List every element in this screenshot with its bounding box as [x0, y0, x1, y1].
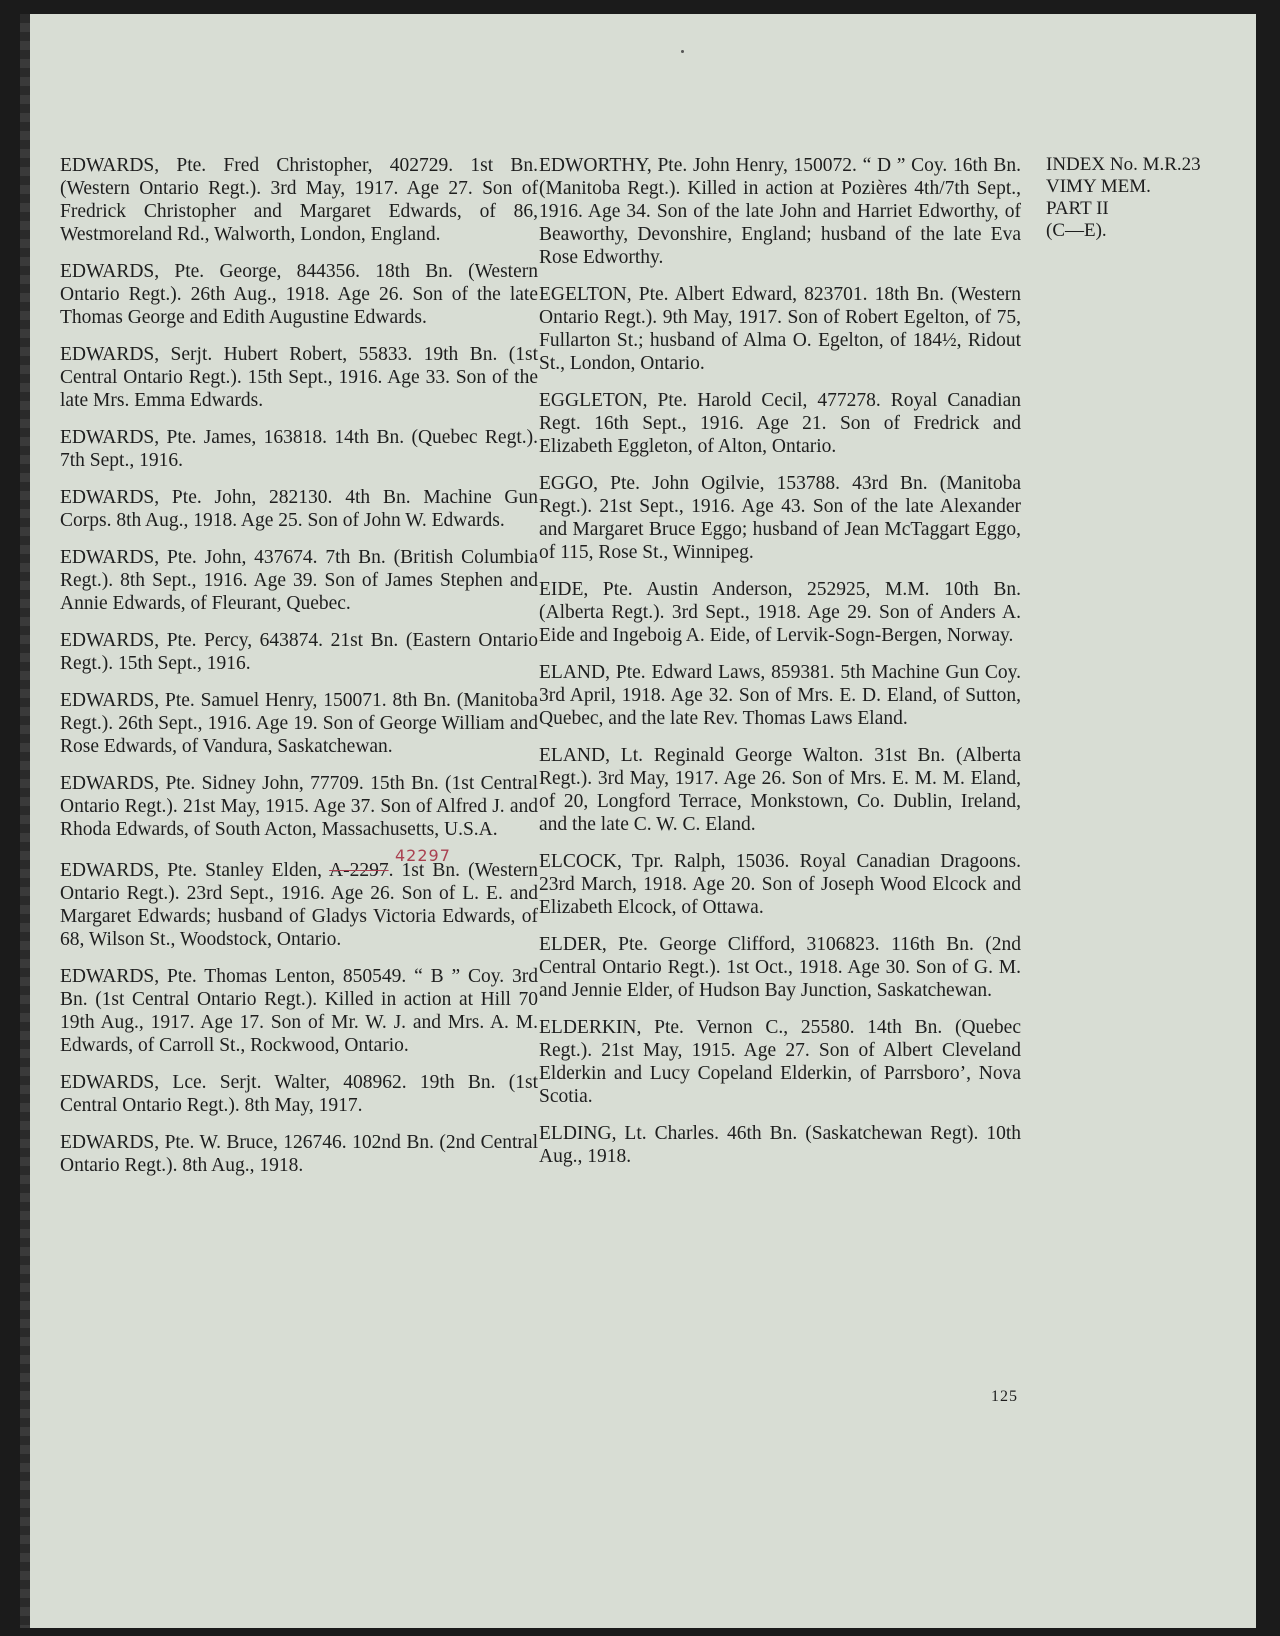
struck-service-number: A-2297 [329, 860, 389, 881]
page-number: 125 [991, 1388, 1018, 1405]
entry-edwards-hubert: EDWARDS, Serjt. Hubert Robert, 55833. 19th Bn. (1st Central Ontario Regt.). 15th Sept., 1916. Age 33. Son of the late Mrs. Emma Edwards. [60, 344, 538, 411]
entry-edwards-john-437674: EDWARDS, Pte. John, 437674. 7th Bn. (British Columbia Regt.). 8th Sept., 1916. Age 39. Son of James Stephen and Annie Edwards, of Fleurant, Quebec. [60, 547, 538, 614]
entry-edwards-james: EDWARDS, Pte. James, 163818. 14th Bn. (Quebec Regt.). 7th Sept., 1916. [60, 427, 538, 471]
entry-edwards-thomas: EDWARDS, Pte. Thomas Lenton, 850549. “ B ” Coy. 3rd Bn. (1st Central Ontario Regt.). Killed in action at Hill 70 19th Aug., 1917. Age 17. Son of Mr. W. J. and Mrs. A. M. Edwards, of Carroll St., Rockwood, Ontario. [60, 966, 538, 1056]
book-binding-edge [20, 14, 30, 1628]
document-page [20, 14, 1256, 1628]
range-label: (C—E). [1046, 220, 1107, 241]
entry-edwards-samuel: EDWARDS, Pte. Samuel Henry, 150071. 8th Bn. (Manitoba Regt.). 26th Sept., 1916. Age 19. Son of George William and Rose Edwards, of Vandura, Saskatchewan. [60, 690, 538, 757]
entry-edwards-w-bruce: EDWARDS, Pte. W. Bruce, 126746. 102nd Bn. (2nd Central Ontario Regt.). 8th Aug., 1918. [60, 1132, 538, 1176]
entry-elding: ELDING, Lt. Charles. 46th Bn. (Saskatchewan Regt). 10th Aug., 1918. [539, 1123, 1021, 1167]
middle-column [539, 154, 1021, 1182]
entry-edwards-fred: EDWARDS, Pte. Fred Christopher, 402729. 1st Bn. (Western Ontario Regt.). 3rd May, 1917. Age 27. Son of Fredrick Christopher and Margaret Edwards, of 86, Westmoreland Rd., Walworth, London, England. [60, 155, 538, 245]
entry-eland-reginald: ELAND, Lt. Reginald George Walton. 31st Bn. (Alberta Regt.). 3rd May, 1917. Age 26. Son of Mrs. E. M. M. Eland, of 20, Longford Terrace, Monkstown, Co. Dublin, Ireland, and the late C. W. C. Eland. [539, 745, 1021, 835]
entry-edwards-percy: EDWARDS, Pte. Percy, 643874. 21st Bn. (Eastern Ontario Regt.). 15th Sept., 1916. [60, 630, 538, 674]
entry-eggo: EGGO, Pte. John Ogilvie, 153788. 43rd Bn. (Manitoba Regt.). 21st Sept., 1916. Age 43. Son of the late Alexander and Margaret Bruce Eggo; husband of Jean McTaggart Eggo, of 115, Rose St., Winnipeg. [539, 473, 1021, 563]
entry-edwards-george: EDWARDS, Pte. George, 844356. 18th Bn. (Western Ontario Regt.). 26th Aug., 1918. Age 26. Son of the late Thomas George and Edith Augustine Edwards. [60, 261, 538, 328]
entry-edwards-stanley [60, 859, 538, 951]
entry-edwards-walter: EDWARDS, Lce. Serjt. Walter, 408962. 19th Bn. (1st Central Ontario Regt.). 8th May, 1917. [60, 1072, 538, 1116]
index-block [1046, 154, 1256, 242]
memorial-name: VIMY MEM. [1046, 176, 1151, 197]
entry-elcock: ELCOCK, Tpr. Ralph, 15036. Royal Canadian Dragoons. 23rd March, 1918. Age 20. Son of Joseph Wood Elcock and Elizabeth Elcock, of Ottawa. [539, 851, 1021, 918]
entry-edwards-john-282130: EDWARDS, Pte. John, 282130. 4th Bn. Machine Gun Corps. 8th Aug., 1918. Age 25. Son of John W. Edwards. [60, 487, 538, 531]
handwritten-correction: 42297 [395, 846, 451, 865]
index-number: INDEX No. M.R.23 [1046, 154, 1201, 175]
entry-elder: ELDER, Pte. George Clifford, 3106823. 116th Bn. (2nd Central Ontario Regt.). 1st Oct., 1918. Age 30. Son of G. M. and Jennie Elder, of Hudson Bay Junction, Saskatchewan. [539, 934, 1021, 1001]
part-label: PART II [1046, 198, 1109, 219]
entry-eide: EIDE, Pte. Austin Anderson, 252925, M.M. 10th Bn. (Alberta Regt.). 3rd Sept., 1918. Age 29. Son of Anders A. Eide and Ingeboig A. Eide, of Lervik-Sogn-Bergen, Norway. [539, 579, 1021, 646]
entry-egelton: EGELTON, Pte. Albert Edward, 823701. 18th Bn. (Western Ontario Regt.). 9th May, 1917. Son of Robert Egelton, of 75, Fullarton St.; husband of Alma O. Egelton, of 184½, Ridout St., London, Ontario. [539, 284, 1021, 374]
stanley-text-after: . 1st Bn. (Western Ontario Regt.). 23rd Sept., 1916. Age 26. Son of L. E. and Margaret Edwards; husband of Gladys Victoria Edwards, of 68, Wilson St., Woodstock, Ontario. [60, 860, 538, 950]
page-speck [681, 50, 684, 53]
entry-edwards-sidney: EDWARDS, Pte. Sidney John, 77709. 15th Bn. (1st Central Ontario Regt.). 21st May, 1915. Age 37. Son of Alfred J. and Rhoda Edwards, of South Acton, Massachusetts, U.S.A. [60, 773, 538, 840]
entry-eggleton: EGGLETON, Pte. Harold Cecil, 477278. Royal Canadian Regt. 16th Sept., 1916. Age 21. Son of Fredrick and Elizabeth Eggleton, of Alton, Ontario. [539, 390, 1021, 457]
entry-edworthy: EDWORTHY, Pte. John Henry, 150072. “ D ” Coy. 16th Bn. (Manitoba Regt.). Killed in action at Pozières 4th/7th Sept., 1916. Age 34. Son of the late John and Harriet Edworthy, of Beaworthy, Devonshire, England; husband of the late Eva Rose Edworthy. [539, 155, 1021, 268]
left-column [60, 154, 538, 1191]
entry-eland-edward: ELAND, Pte. Edward Laws, 859381. 5th Machine Gun Coy. 3rd April, 1918. Age 32. Son of Mrs. E. D. Eland, of Sutton, Quebec, and the late Rev. Thomas Laws Eland. [539, 662, 1021, 729]
stanley-text-before: EDWARDS, Pte. Stanley Elden, [60, 860, 330, 881]
entry-elderkin: ELDERKIN, Pte. Vernon C., 25580. 14th Bn. (Quebec Regt.). 21st May, 1915. Age 27. Son of Albert Cleveland Elderkin and Lucy Copeland Elderkin, of Parrsboro’, Nova Scotia. [539, 1017, 1021, 1107]
